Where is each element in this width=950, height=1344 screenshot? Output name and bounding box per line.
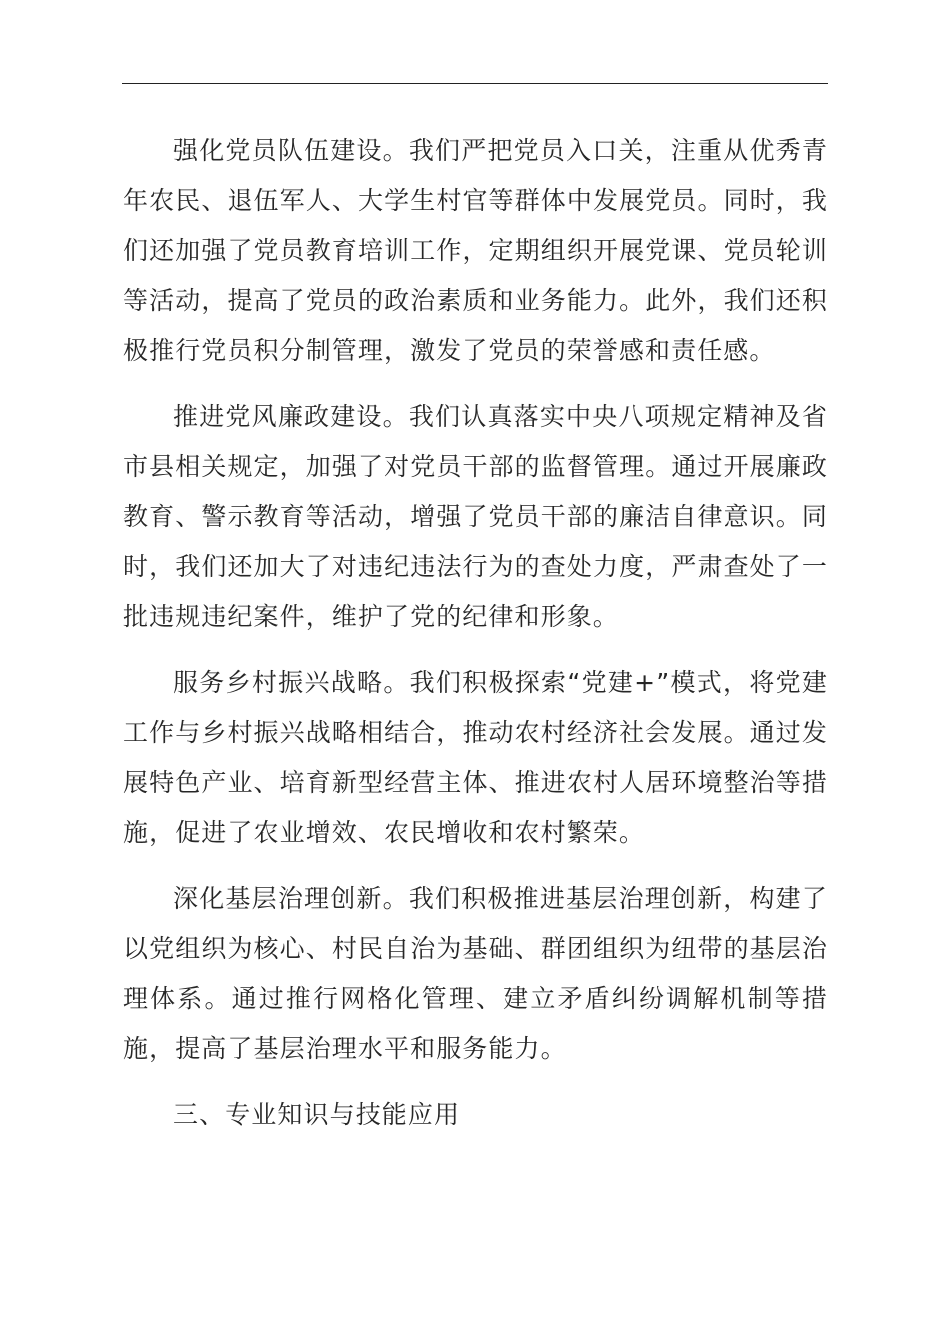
paragraph-party-member-team: 强化党员队伍建设。我们严把党员入口关，注重从优秀青年农民、退伍军人、大学生村官等群体中发展党员。同时，我们还加强了党员教育培训工作，定期组织开展党课、党员轮训等活动，提高了党员的政治素质和业务能力。此外，我们还积极推行党员积分制管理，激发了党员的荣誉感和责任感。 [123, 136, 828, 365]
document-body [123, 126, 828, 1140]
paragraph-clean-governance: 推进党风廉政建设。我们认真落实中央八项规定精神及省市县相关规定，加强了对党员干部的监督管理。通过开展廉政教育、警示教育等活动，增强了党员干部的廉洁自律意识。同时，我们还加大了对违纪违法行为的查处力度，严肃查处了一批违规违纪案件，维护了党的纪律和形象。 [123, 402, 828, 631]
paragraph-rural-revitalization: 服务乡村振兴战略。我们积极探索“党建+”模式，将党建工作与乡村振兴战略相结合，推动农村经济社会发展。通过发展特色产业、培育新型经营主体、推进农村人居环境整治等措施，促进了农业增效、农民增收和农村繁荣。 [123, 668, 828, 847]
paragraph-grassroots-governance: 深化基层治理创新。我们积极推进基层治理创新，构建了以党组织为核心、村民自治为基础、群团组织为纽带的基层治理体系。通过推行网格化管理、建立矛盾纠纷调解机制等措施，提高了基层治理水平和服务能力。 [123, 884, 828, 1063]
section-heading: 三、专业知识与技能应用 [173, 1100, 461, 1129]
header-rule [122, 83, 828, 84]
